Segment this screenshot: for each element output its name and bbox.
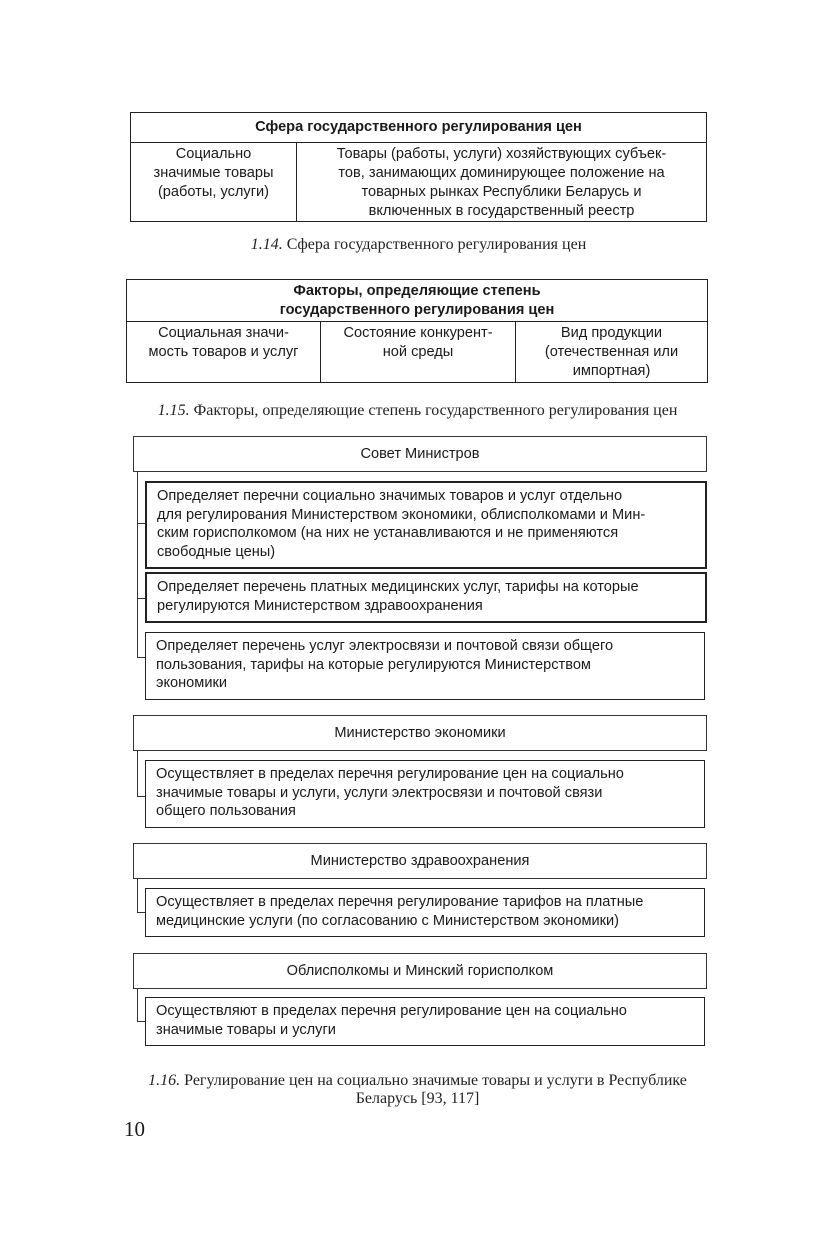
duty-box-regional-regulation [145,997,705,1046]
duty-line: экономики [156,675,228,691]
cell-line: импортная) [572,363,651,379]
org-box-council-of-ministers: Совет Министров [133,436,707,472]
connector-line [137,750,138,796]
cell-line: ной среды [382,344,454,360]
header-line: государственного регулирования цен [279,301,555,318]
cell-line: значимые товары [153,165,274,181]
page-number: 10 [124,1117,145,1141]
caption-text: Факторы, определяющие степень государственного регулирования цен [189,402,678,419]
duty-line: Определяет перечни социально значимых товаров и услуг отдельно [157,488,623,504]
duty-line: медицинские услуги (по согласованию с Министерством экономики) [156,912,620,929]
cell-line: товарных рынках Республики Беларусь и [361,184,642,200]
duty-line: Определяет перечень платных медицинских услуг, тарифы на которые [157,579,639,595]
connector-line [137,878,138,912]
cell-line: Социальная значи- [158,325,289,341]
duty-box-social-goods-lists [145,481,707,569]
cell-line: включенных в государственный реестр [368,203,635,219]
cell-line: Состояние конкурент- [343,325,493,341]
connector-line [137,523,145,524]
caption-text: Сфера государственного регулирования цен [282,236,587,253]
header-line: Факторы, определяющие степень [293,282,541,299]
caption-text: Регулирование цен на социально значимые товары и услуги в Республике [180,1072,687,1089]
duty-line: ским горисполкомом (на них не устанавливаются и не применяются [157,525,619,541]
caption-number: 1.15. [157,402,190,419]
table-cell-socially-significant [131,143,297,222]
duty-line: пользования, тарифы на которые регулируются Министерством [156,656,591,673]
cell-line: Вид продукции [560,325,663,341]
duty-line: значимые товары и услуги [156,1021,336,1038]
duty-box-economy-regulation [145,760,705,828]
duty-line: Осуществляет в пределах перечня регулирование цен на социально [156,766,624,782]
duty-line: Осуществляет в пределах перечня регулирование тарифов на платные [156,894,644,910]
cell-line: Товары (работы, услуги) хозяйствующих субъек- [336,146,667,162]
connector-line [137,796,145,797]
connector-line [137,1021,145,1022]
cell-line: (работы, услуги) [157,184,270,200]
caption-number: 1.16. [148,1072,181,1089]
org-box-ministry-of-economy: Министерство экономики [133,715,707,751]
connector-line [137,988,138,1021]
figure-caption-1-15 [120,402,715,420]
connector-line [137,598,145,599]
table-cell-competition [321,322,516,383]
duty-line: общего пользования [156,803,296,819]
connector-line [137,657,145,658]
duty-box-health-regulation [145,888,705,937]
duty-box-telecom-postal [145,632,705,700]
duty-line: Определяет перечень услуг электросвязи и почтовой связи общего [156,638,614,654]
table-cell-dominant-entities [297,143,707,222]
duty-line: Осуществляют в пределах перечня регулирование цен на социально [156,1003,627,1019]
duty-box-medical-services [145,572,707,623]
caption-number: 1.14. [250,236,283,253]
duty-line: регулируются Министерством здравоохранения [157,597,483,614]
cell-line: Социально [175,146,252,162]
table-header [127,280,708,322]
cell-line: (отечественная или [544,344,679,360]
table-cell-product-type [516,322,708,383]
duty-line: значимые товары и услуги, услуги электросвязи и почтовой связи [156,784,603,801]
table-regulation-factors [126,279,708,383]
table-header: Сфера государственного регулирования цен [131,113,707,143]
table-price-regulation-scope [130,112,707,222]
caption-line: Беларусь [93, 117] [355,1090,480,1107]
figure-caption-1-16 [115,1072,720,1108]
connector-line [137,912,145,913]
duty-line: свободные цены) [157,543,276,560]
duty-line: для регулирования Министерством экономики, облисполкомами и Мин- [157,506,646,523]
connector-line [137,471,138,657]
cell-line: тов, занимающих доминирующее положение на [338,165,665,181]
caption-line [115,1072,720,1090]
figure-caption-1-14 [130,236,707,254]
cell-line: мость товаров и услуг [148,344,299,360]
org-box-regional-executive-committees: Облисполкомы и Минский горисполком [133,953,707,989]
table-cell-social-significance [127,322,321,383]
org-box-ministry-of-health: Министерство здравоохранения [133,843,707,879]
